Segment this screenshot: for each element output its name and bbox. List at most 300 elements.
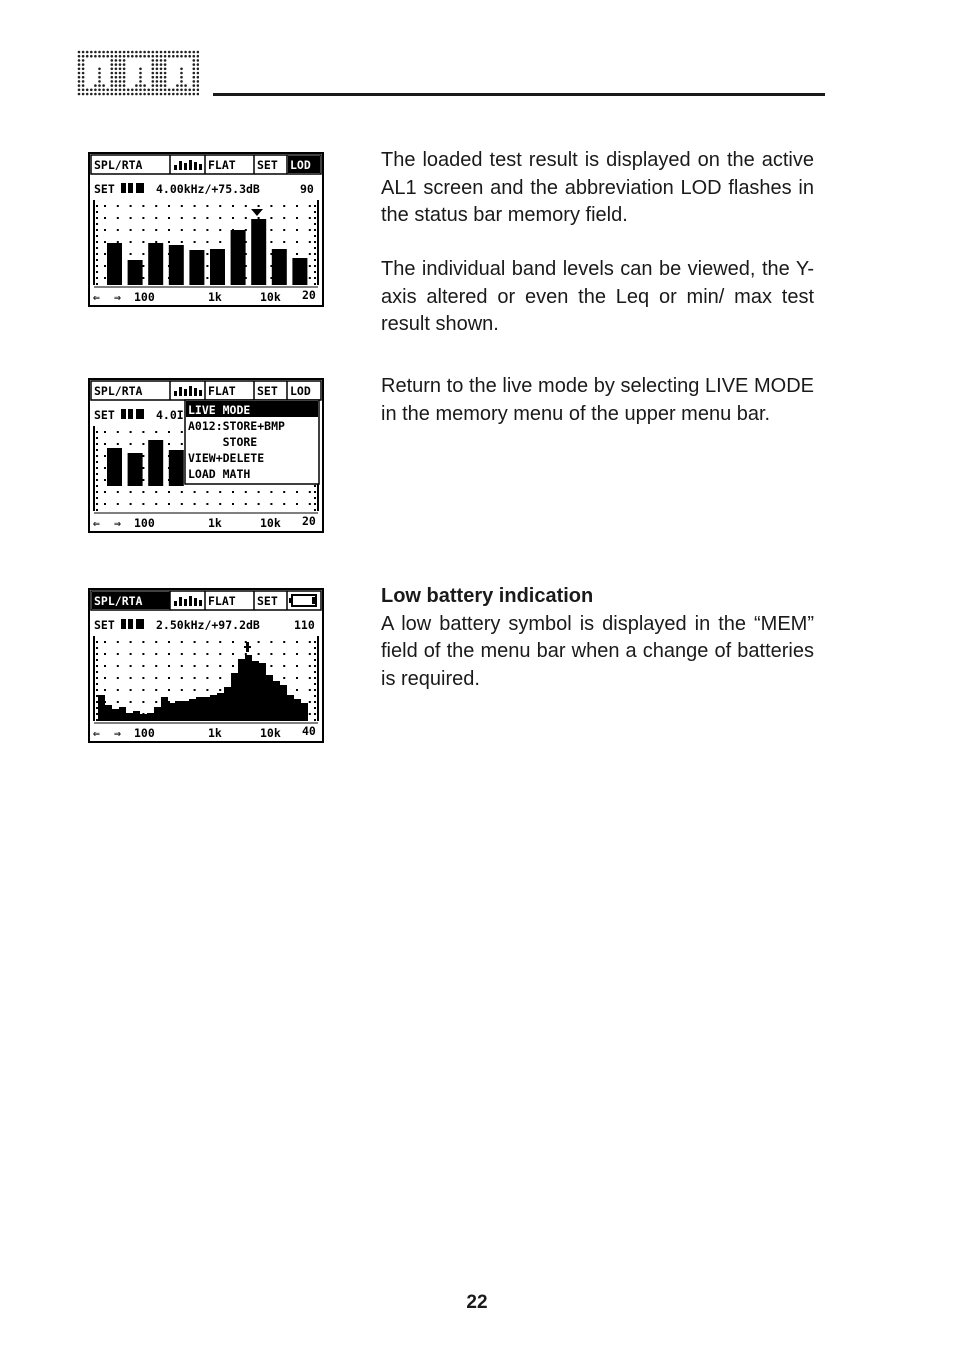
grid-dot (206, 217, 208, 219)
tick-mark (96, 497, 98, 499)
grid-dot (168, 689, 170, 691)
grid-dot (206, 253, 208, 255)
grid-dot (168, 503, 170, 505)
grid-dot (206, 265, 208, 267)
logo-dot (102, 84, 105, 87)
grid-dot (168, 229, 170, 231)
status-readout: 4.0I (156, 408, 184, 422)
logo-dot (164, 68, 167, 71)
grid-dot (104, 241, 106, 243)
logo-dot (193, 68, 196, 71)
spectrum-bar (272, 249, 287, 285)
tick-mark (96, 437, 98, 439)
logo-dot (111, 55, 114, 58)
grid-dot (142, 653, 144, 655)
tick-mark (96, 431, 98, 433)
tick-mark (96, 701, 98, 703)
logo-dot (106, 55, 109, 58)
grid-dot (181, 677, 183, 679)
logo-dot (111, 84, 114, 87)
grid-dot (168, 701, 170, 703)
tick-mark (96, 485, 98, 487)
logo-dot (127, 51, 130, 54)
logo-dot (156, 80, 159, 83)
logo-dot (94, 84, 97, 87)
logo-dot (152, 76, 155, 79)
grid-dot (296, 665, 298, 667)
grid-dot (283, 217, 285, 219)
grid-dot (117, 701, 119, 703)
tick-mark (314, 695, 316, 697)
logo-dot (131, 93, 134, 96)
grid-dot (168, 653, 170, 655)
grid-dot (168, 431, 170, 433)
logo-dot (164, 84, 167, 87)
logo-dot (180, 72, 183, 75)
grid-dot (104, 503, 106, 505)
grid-dot (142, 217, 144, 219)
axis-label-1k: 1k (208, 726, 222, 740)
logo-dot (160, 80, 163, 83)
grid-dot (283, 229, 285, 231)
grid-dot (270, 205, 272, 207)
logo-dot (156, 63, 159, 66)
logo-dot (139, 89, 142, 92)
grid-dot (270, 665, 272, 667)
grid-dot (309, 677, 311, 679)
logo-dot (78, 55, 81, 58)
grid-dot (232, 491, 234, 493)
logo-dot (78, 93, 81, 96)
logo-dot (123, 63, 126, 66)
grid-dot (168, 641, 170, 643)
logo-dot (119, 51, 122, 54)
spectrum-bar (126, 713, 133, 721)
logo-dot (86, 55, 89, 58)
tick-mark (96, 665, 98, 667)
grid-dot (155, 653, 157, 655)
grid-dot (181, 431, 183, 433)
logo-dot (147, 89, 150, 92)
logo-dot (160, 59, 163, 62)
tick-mark (314, 641, 316, 643)
logo-dot (143, 84, 146, 87)
grid-dot (219, 491, 221, 493)
logo-dot (197, 93, 199, 96)
grid-dot (219, 677, 221, 679)
grid-dot (309, 641, 311, 643)
logo-dot (78, 89, 81, 92)
grid-dot (309, 265, 311, 267)
memory-menu-popup (185, 400, 319, 484)
logo-dot (78, 84, 81, 87)
grid-dot (181, 503, 183, 505)
grid-dot (181, 689, 183, 691)
logo-dot (82, 51, 85, 54)
logo-dot (164, 80, 167, 83)
grid-dot (142, 277, 144, 279)
grid-dot (117, 689, 119, 691)
grid-dot (142, 431, 144, 433)
spectrum-bar (292, 258, 307, 285)
menu-tab-flat: FLAT (208, 594, 236, 608)
logo-dot (168, 89, 171, 92)
logo-dot (135, 84, 138, 87)
spectrum-bar (287, 695, 294, 721)
grid-dot (130, 503, 132, 505)
grid-dot (142, 455, 144, 457)
logo-dot (94, 93, 97, 96)
spectrum-bar (203, 697, 210, 721)
logo-dot (156, 76, 159, 79)
tick-mark (96, 241, 98, 243)
grid-dot (232, 653, 234, 655)
logo-dot (197, 76, 199, 79)
grid-dot (296, 677, 298, 679)
grid-dot (245, 653, 247, 655)
spectrum-bar (301, 703, 308, 721)
grid-dot (117, 229, 119, 231)
logo-dot (111, 51, 114, 54)
logo-dot (123, 72, 126, 75)
menu-item-store-bmp[interactable]: A012:STORE+BMP (188, 419, 285, 433)
logo-dot (106, 93, 109, 96)
logo-dot (156, 59, 159, 62)
grid-dot (283, 653, 285, 655)
grid-dot (181, 665, 183, 667)
grid-dot (219, 205, 221, 207)
logo-dot (188, 93, 191, 96)
grid-dot (142, 641, 144, 643)
logo-dot (160, 89, 163, 92)
tick-mark (96, 509, 98, 511)
grid-dot (194, 217, 196, 219)
tick-mark (96, 455, 98, 457)
tick-mark (96, 277, 98, 279)
logo-dot (115, 68, 118, 71)
grid-dot (270, 491, 272, 493)
logo-dot (115, 55, 118, 58)
grid-dot (104, 205, 106, 207)
tick-mark (96, 449, 98, 451)
grid-dot (206, 503, 208, 505)
menu-item-view-delete[interactable]: VIEW+DELETE (188, 451, 265, 465)
logo-dot (160, 63, 163, 66)
spectrum-bar (189, 250, 204, 285)
grid-dot (296, 641, 298, 643)
grid-dot (142, 503, 144, 505)
grid-dot (194, 689, 196, 691)
logo-dot (160, 76, 163, 79)
grid-dot (130, 689, 132, 691)
grid-dot (206, 229, 208, 231)
spectrum-bar (168, 703, 175, 721)
logo-dot (193, 93, 196, 96)
cursor-block-icon (121, 619, 144, 629)
status-readout: 4.00kHz/+75.3dB (156, 182, 260, 196)
spectrum-bar (294, 699, 301, 721)
logo-dot (123, 84, 126, 87)
tick-mark (96, 713, 98, 715)
logo-dot (82, 93, 85, 96)
tick-mark (96, 677, 98, 679)
grid-dot (117, 503, 119, 505)
logo-dot (180, 76, 183, 79)
grid-dot (142, 205, 144, 207)
grid-dot (181, 491, 183, 493)
logo-dot (78, 63, 81, 66)
arrow-left-icon: ⇐ (93, 726, 100, 740)
arrow-right-icon: ⇒ (114, 290, 121, 304)
tick-mark (96, 259, 98, 261)
grid-dot (194, 503, 196, 505)
grid-dot (142, 479, 144, 481)
cursor-block-icon (121, 183, 144, 193)
grid-dot (296, 229, 298, 231)
mem-field-lod: LOD (290, 384, 311, 398)
logo-dot (176, 55, 179, 58)
grid-dot (194, 241, 196, 243)
menu-bar (91, 155, 321, 174)
grid-dot (104, 653, 106, 655)
logo-dot (115, 84, 118, 87)
spectrum-bar (189, 699, 196, 721)
logo-dot (135, 51, 138, 54)
tick-mark (314, 503, 316, 505)
logo-dot (82, 72, 85, 75)
logo-dot (197, 55, 199, 58)
menu-item-live-mode[interactable]: LIVE MODE (188, 403, 251, 417)
tick-mark (314, 719, 316, 721)
grid-dot (206, 491, 208, 493)
spectrum-bar (133, 711, 140, 721)
spectrum-bar (217, 693, 224, 721)
logo-dot (78, 80, 81, 83)
lcd-screen-1 (88, 152, 324, 307)
tick-mark (314, 713, 316, 715)
logo-dot (139, 51, 142, 54)
logo-dot (86, 89, 89, 92)
status-set: SET (94, 618, 115, 632)
logo-dot (82, 80, 85, 83)
grid-dot (258, 503, 260, 505)
logo-dot (139, 93, 142, 96)
logo-dot (127, 89, 130, 92)
logo-dot (180, 80, 183, 83)
logo-dot (164, 51, 167, 54)
logo-dot (123, 59, 126, 62)
grid-dot (296, 491, 298, 493)
grid-dot (194, 491, 196, 493)
logo-dot (98, 51, 101, 54)
grid-dot (155, 241, 157, 243)
tick-mark (314, 647, 316, 649)
grid-dot (296, 653, 298, 655)
grid-dot (181, 653, 183, 655)
grid-dot (104, 455, 106, 457)
spectrum-bar (98, 695, 105, 721)
logo-dot (188, 89, 191, 92)
grid-dot (309, 241, 311, 243)
grid-dot (155, 689, 157, 691)
menu-tab-set: SET (257, 158, 278, 172)
spectrum-bar (224, 687, 231, 721)
logo-dot (78, 76, 81, 79)
logo-dot (119, 55, 122, 58)
logo-dot (143, 51, 146, 54)
tick-mark (314, 283, 316, 285)
spectrum-bar (148, 440, 163, 486)
spectrum-bar (147, 713, 154, 721)
tick-mark (96, 641, 98, 643)
spectrum-bar (210, 695, 217, 721)
grid-dot (142, 467, 144, 469)
grid-dot (309, 253, 311, 255)
logo-dot (119, 80, 122, 83)
grid-dot (219, 217, 221, 219)
grid-dot (258, 491, 260, 493)
logo-dot (172, 89, 175, 92)
tick-mark (96, 689, 98, 691)
menu-item-load-math[interactable]: LOAD MATH (188, 467, 251, 481)
logo-dot (176, 84, 179, 87)
logo-dot (156, 55, 159, 58)
grid-dot (232, 205, 234, 207)
logo-dot (111, 76, 114, 79)
logo-dot (119, 59, 122, 62)
logo-dot (102, 89, 105, 92)
grid-dot (309, 503, 311, 505)
spectrum-bar (161, 697, 168, 721)
logo-dot (176, 51, 179, 54)
logo-dot (82, 76, 85, 79)
logo-dot (168, 51, 171, 54)
grid-dot (309, 277, 311, 279)
grid-dot (219, 229, 221, 231)
logo-dot (82, 68, 85, 71)
grid-dot (258, 653, 260, 655)
logo-dot (197, 51, 199, 54)
grid-dot (117, 205, 119, 207)
logo-dot (152, 63, 155, 66)
logo-dot (180, 93, 183, 96)
grid-dot (104, 431, 106, 433)
tick-mark (96, 211, 98, 213)
grid-dot (245, 491, 247, 493)
logo-dot (115, 89, 118, 92)
logo-dot (111, 93, 114, 96)
grid-dot (130, 701, 132, 703)
logo-dot (82, 55, 85, 58)
tick-mark (314, 235, 316, 237)
spectrum-bar (231, 230, 246, 285)
grid-dot (258, 217, 260, 219)
grid-dot (117, 665, 119, 667)
logo-dot (156, 89, 159, 92)
tick-mark (314, 659, 316, 661)
grid-dot (104, 253, 106, 255)
axis-label-1k: 1k (208, 516, 222, 530)
logo-dot (123, 68, 126, 71)
tick-mark (96, 461, 98, 463)
logo-dot (139, 84, 142, 87)
logo-dot (180, 55, 183, 58)
axis-range-label: 20 (302, 288, 316, 302)
grid-dot (117, 641, 119, 643)
logo-dot (152, 51, 155, 54)
grid-dot (130, 665, 132, 667)
grid-dot (117, 217, 119, 219)
logo-dot (139, 55, 142, 58)
logo-dot (164, 59, 167, 62)
logo-dot (115, 72, 118, 75)
grid-dot (155, 229, 157, 231)
menu-item-store[interactable]: STORE (188, 435, 258, 449)
logo-dot (119, 63, 122, 66)
axis-label-100: 100 (134, 726, 155, 740)
grid-dot (104, 491, 106, 493)
logo-dot (180, 68, 183, 71)
grid-dot (142, 229, 144, 231)
axis-range-label: 40 (302, 724, 316, 738)
grid-dot (309, 491, 311, 493)
grid-dot (168, 217, 170, 219)
grid-dot (309, 229, 311, 231)
logo-dot (168, 93, 171, 96)
logo-dot (106, 89, 109, 92)
grid-dot (117, 677, 119, 679)
logo-dot (152, 59, 155, 62)
logo-dot (98, 89, 101, 92)
grid-dot (219, 689, 221, 691)
logo-dot (197, 80, 199, 83)
tick-mark (96, 253, 98, 255)
grid-dot (130, 205, 132, 207)
grid-dot (283, 491, 285, 493)
logo-dot (172, 51, 175, 54)
grid-dot (130, 253, 132, 255)
tick-mark (96, 217, 98, 219)
grid-dot (283, 205, 285, 207)
grid-dot (181, 443, 183, 445)
grid-dot (258, 205, 260, 207)
logo-dot (180, 51, 183, 54)
tick-mark (96, 671, 98, 673)
tick-mark (314, 223, 316, 225)
logo-dot (82, 63, 85, 66)
grid-dot (168, 665, 170, 667)
tick-mark (314, 259, 316, 261)
grid-dot (168, 241, 170, 243)
grid-dot (296, 241, 298, 243)
logo-dot (160, 51, 163, 54)
axis-label-100: 100 (134, 290, 155, 304)
spectrum-bar (280, 685, 287, 721)
menu-tab-spl-rta: SPL/RTA (94, 384, 143, 398)
logo-dot (197, 68, 199, 71)
dot-matrix-logo (77, 50, 199, 96)
grid-dot (130, 229, 132, 231)
logo-dot (94, 89, 97, 92)
grid-dot (168, 205, 170, 207)
spectrum-bar (245, 655, 252, 721)
logo-dot (90, 89, 93, 92)
tick-mark (314, 497, 316, 499)
grid-dot (206, 653, 208, 655)
grid-dot (296, 253, 298, 255)
grid-dot (130, 443, 132, 445)
lcd-screen-2 (88, 378, 324, 533)
